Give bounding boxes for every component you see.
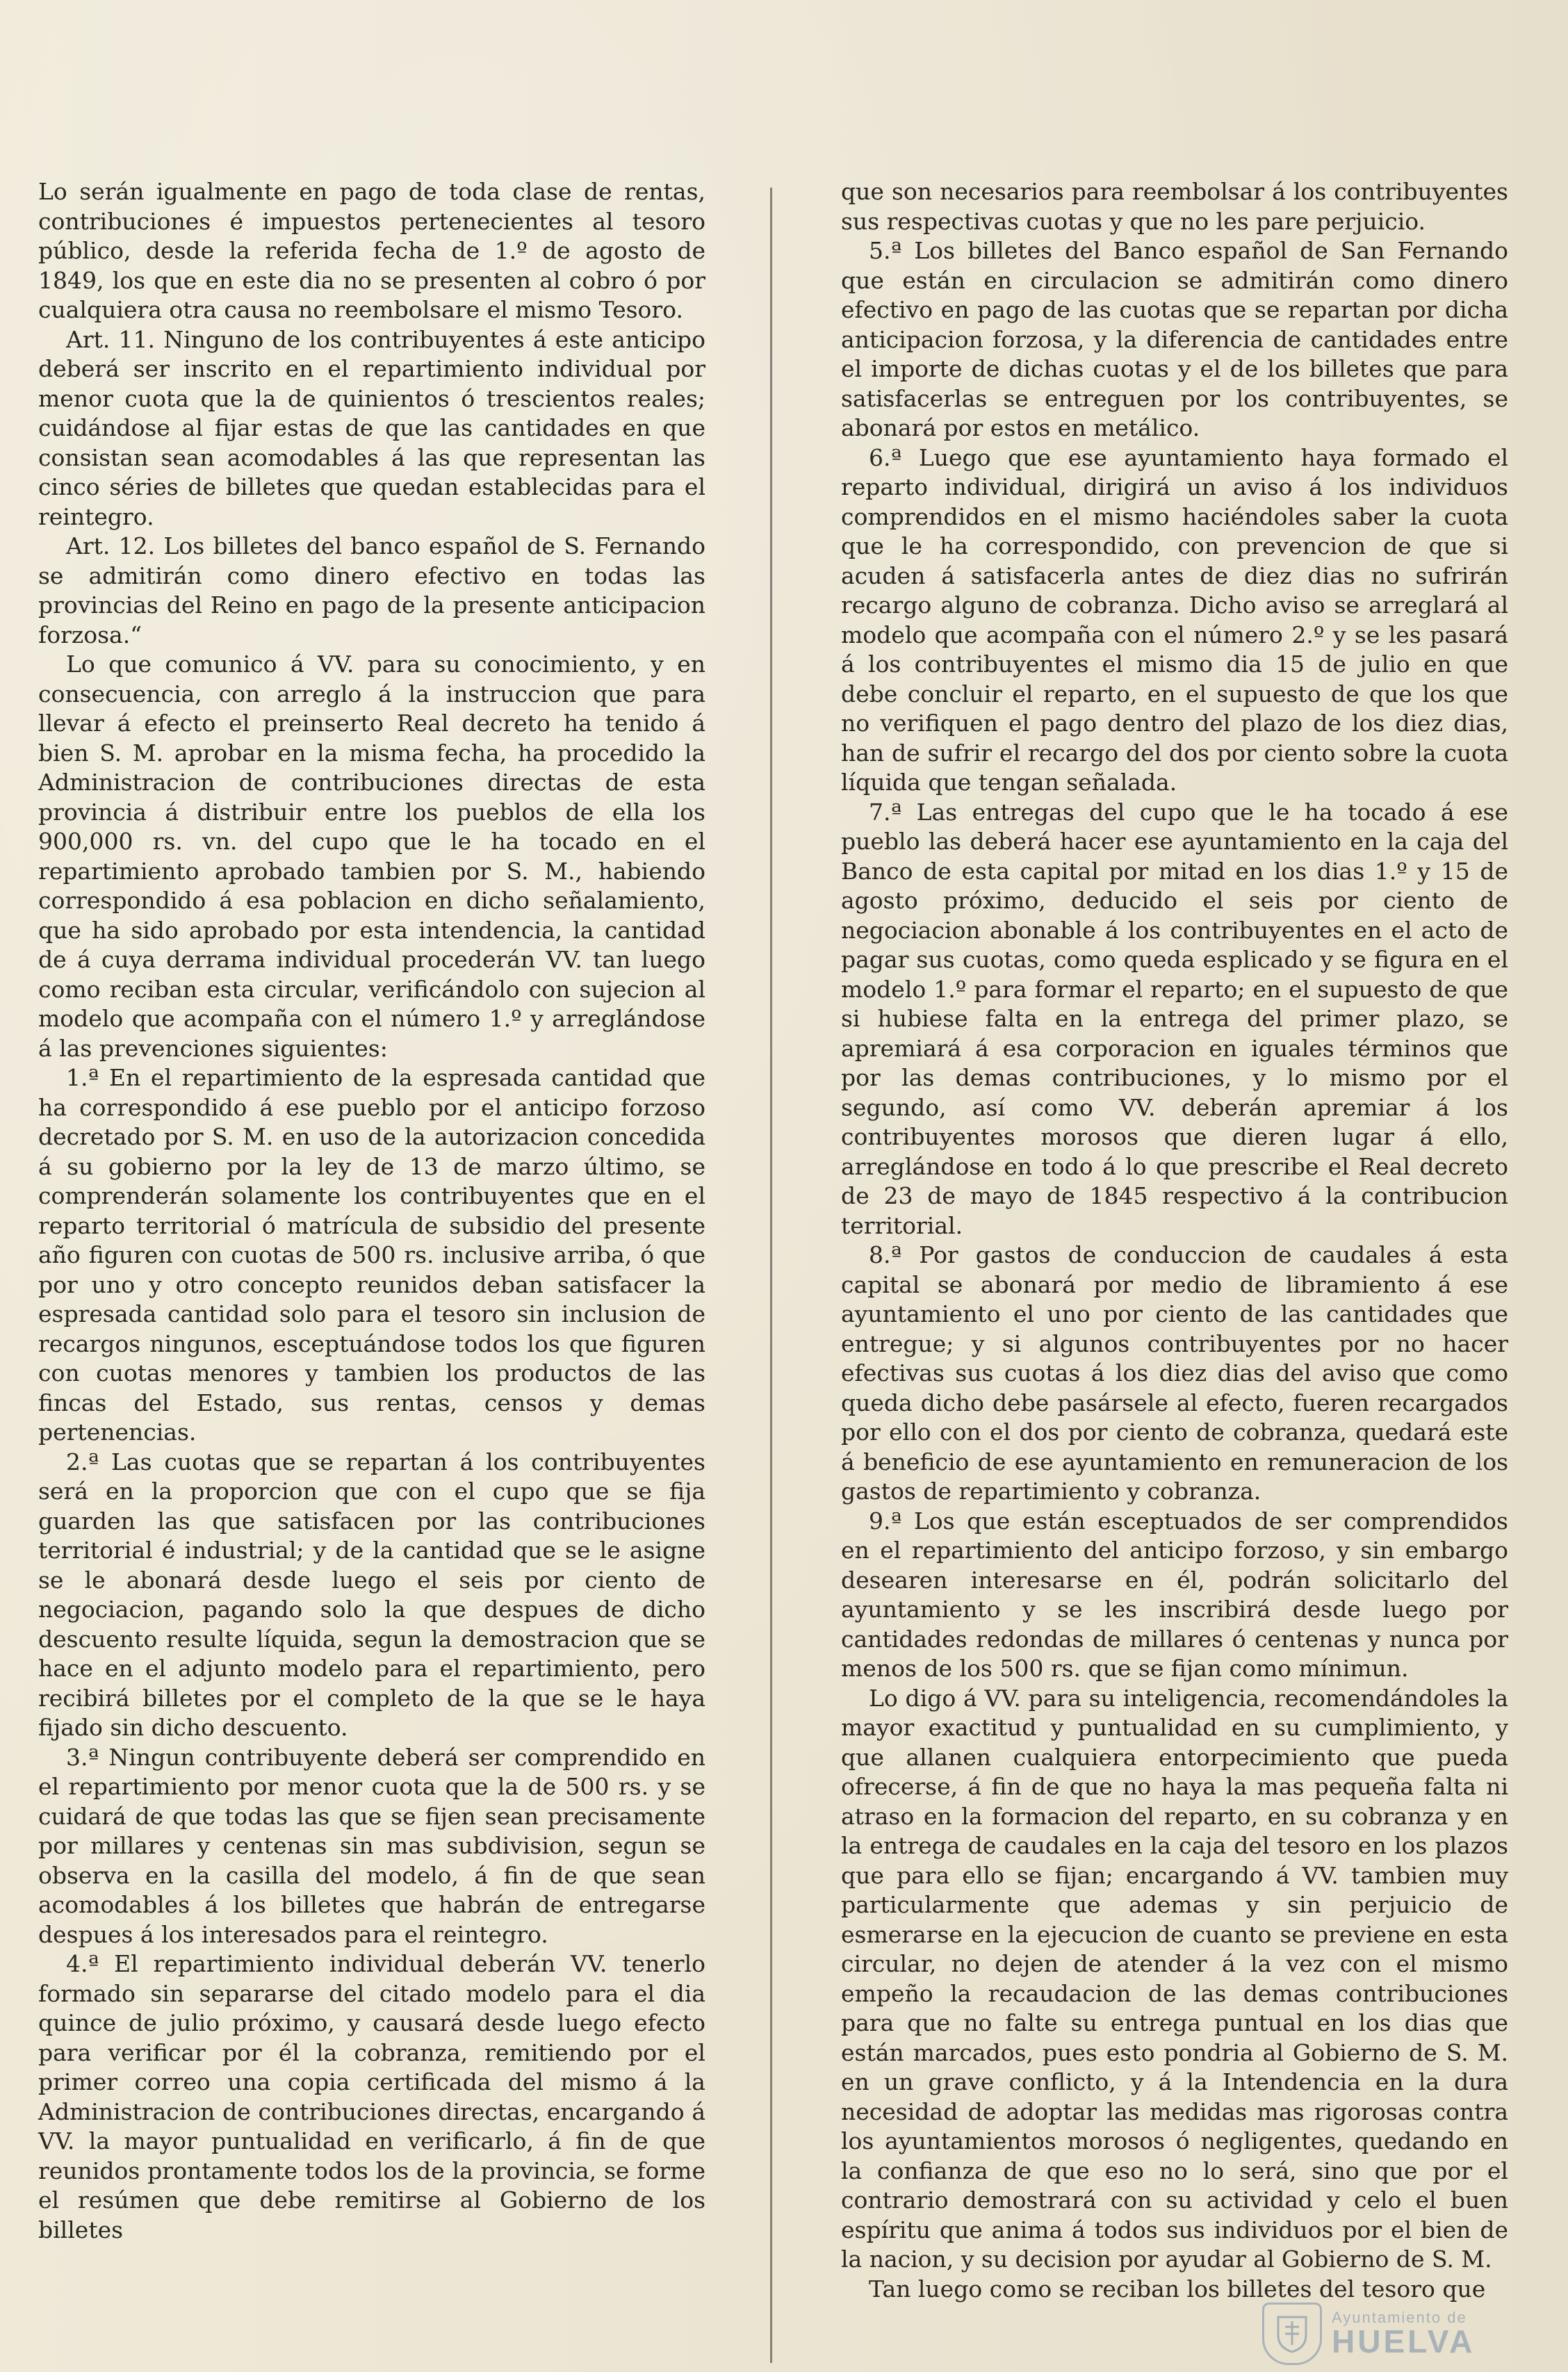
paragraph-item-9: 9.ª Los que están esceptuados de ser comprendidos en el repartimiento del anticipo forzoso, y sin embargo desearen interesarse en él, podrán solicitarlo del ayuntamiento y se les inscribirá desde luego por cantidades redondas de millares ó centenas y nunca por menos de los 500 rs. que se fijan como mínimun. <box>841 1507 1508 1682</box>
paragraph: Lo serán igualmente en pago de toda clase de rentas, contribuciones é impuestos pertenecientes al tesoro público, desde la referida fecha de 1.º de agosto de 1849, los que en este dia no se presenten al cobro ó por cualquiera otra causa no reembolsare el mismo Tesoro. <box>38 178 705 323</box>
watermark-line1: Ayuntamiento de <box>1332 2309 1467 2326</box>
coat-of-arms-icon <box>1262 2303 1322 2365</box>
paragraph: que son necesarios para reembolsar á los contribuyentes sus respectivas cuotas y que no les pare perjuicio. <box>841 178 1508 235</box>
paragraph-art-12: Art. 12. Los billetes del banco español de S. Fernando se admitirán como dinero efectivo en todas las provincias del Reino en pago de la presente anticipacion forzosa.“ <box>38 532 705 648</box>
paragraph-item-2: 2.ª Las cuotas que se repartan á los contribuyentes será en la proporcion que con el cupo que se fija guarden las que satisfacen por las contribuciones territorial é industrial; y de la cantidad que se le asigne se le abonará desde luego el seis por ciento de negociacion, pagando solo la que despues de dicho descuento resulte líquida, segun la demostracion que se hace en el adjunto modelo para el repartimiento, pero recibirá billetes por el completo de la que se le haya fijado sin dicho descuento. <box>38 1448 705 1741</box>
paragraph: Tan luego como se reciban los billetes del tesoro que <box>869 2275 1486 2303</box>
watermark-line2: HUELVA <box>1332 2323 1476 2359</box>
paragraph: Lo digo á VV. para su inteligencia, recomendándoles la mayor exactitud y puntualidad en su cumplimiento, y que allanen cualquiera entorpecimiento que pueda ofrecerse, á fin de que no haya la mas pequeña falta ni atraso en la formacion del reparto, en su cobranza y en la entrega de caudales en la caja del tesoro en los plazos que para ello se fijan; encargando á VV. tambien muy particularmente que ademas y sin perjuicio de esmerarse en la ejecucion de cuanto se previene en esta circular, no dejen de atender á la vez con el mismo empeño la recaudacion de las demas contribuciones para que no falte su entrega puntual en los dias que están marcados, pues esto pondria al Gobierno de S. M. en un grave conflicto, y á la Intendencia en la dura necesidad de adoptar las medidas mas rigorosas contra los ayuntamientos morosos ó negligentes, quedando en la confianza de que eso no lo será, sino que por el contrario demostrará con su actividad y celo el buen espíritu que anima á todos sus individuos por el bien de la nacion, y su decision por ayudar al Gobierno de S. M. <box>841 1684 1508 2273</box>
paragraph-art-11: Art. 11. Ninguno de los contribuyentes á este anticipo deberá ser inscrito en el repartimiento individual por menor cuota que la de quinientos ó trescientos reales; cuidándose al fijar estas de que las cantidades en que consistan sean acomodables á las que representan las cinco séries de billetes que quedan establecidas para el reintegro. <box>38 325 705 530</box>
paragraph-item-3: 3.ª Ningun contribuyente deberá ser comprendido en el repartimiento por menor cuota que la de 500 rs. y se cuidará de que todas las que se fijen sean precisamente por millares y centenas sin mas subdivision, segun se observa en la casilla del modelo, á fin de que sean acomodables á los billetes que habrán de entregarse despues á los interesados para el reintegro. <box>38 1743 705 1948</box>
column-divider <box>770 188 772 2363</box>
paragraph-item-7: 7.ª Las entregas del cupo que le ha tocado á ese pueblo las deberá hacer ese ayuntamiento en la caja del Banco de esta capital por mitad en los dias 1.º y 15 de agosto próximo, deducido el seis por ciento de negociacion abonable á los contribuyentes en el acto de pagar sus cuotas, como queda esplicado y se figura en el modelo 1.º para formar el reparto; en el supuesto de que si hubiese falta en la entrega del primer plazo, se apremiará á esa corporacion en iguales términos que por las demas contribuciones, y lo mismo por el segundo, así como VV. deberán apremiar á los contribuyentes morosos que dieren lugar á ello, arreglándose en todo á lo que prescribe el Real decreto de 23 de mayo de 1845 respectivo á la contribucion territorial. <box>841 798 1508 1239</box>
paragraph-item-5: 5.ª Los billetes del Banco español de San Fernando que están en circulacion se admitirán como dinero efectivo en pago de las cuotas que se repartan por dicha anticipacion forzosa, y la diferencia de cantidades entre el importe de dichas cuotas y el de los billetes que para satisfacerlas se entreguen por los contribuyentes, se abonará por estos en metálico. <box>841 237 1508 441</box>
paragraph: Lo que comunico á VV. para su conocimiento, y en consecuencia, con arreglo á la instruccion que para llevar á efecto el preinserto Real decreto ha tenido á bien S. M. aprobar en la misma fecha, ha procedido la Administracion de contribuciones directas de esta provincia á distribuir entre los pueblos de ella los 900,000 rs. vn. del cupo que le ha tocado en el repartimiento aprobado tambien por S. M., habiendo correspondido á esa poblacion en dicho señalamiento, que ha sido aprobado por esta intendencia, la cantidad de á cuya derrama individual procederán VV. tan luego como reciban esta circular, verificándolo con sujecion al modelo que acompaña con el número 1.º y arreglándose á las prevenciones siguientes: <box>38 651 705 1062</box>
paragraph-item-8: 8.ª Por gastos de conduccion de caudales á esta capital se abonará por medio de libramiento á ese ayuntamiento el uno por ciento de las cantidades que entregue; y si algunos contribuyentes por no hacer efectivas sus cuotas á los diez dias del aviso que como queda dicho debe pasársele al efecto, fueren recargados por ello con el dos por ciento de cobranza, quedará este á beneficio de ese ayuntamiento en remuneracion de los gastos de repartimiento y cobranza. <box>841 1241 1508 1505</box>
right-column <box>841 177 1508 2304</box>
paragraph-item-4: 4.ª El repartimiento individual deberán VV. tenerlo formado sin separarse del citado modelo para el dia quince de julio próximo, y causará desde luego efecto para verificar por él la cobranza, remitiendo por el primer correo una copia certificada del mismo á la Administracion de contribuciones directas, encargando á VV. la mayor puntualidad en verificarlo, á fin de que reunidos prontamente todos los de la provincia, se forme el resúmen que debe remitirse al Gobierno de los billetes <box>38 1950 705 2243</box>
watermark <box>1262 2303 1554 2365</box>
paragraph-item-6: 6.ª Luego que ese ayuntamiento haya formado el reparto individual, dirigirá un aviso á los individuos comprendidos en el mismo haciéndoles saber la cuota que le ha correspondido, con prevencion de que si acuden á satisfacerla antes de diez dias no sufrirán recargo alguno de cobranza. Dicho aviso se arreglará al modelo que acompaña con el número 2.º y se les pasará á los contribuyentes el mismo dia 15 de julio en que debe concluir el reparto, en el supuesto de que los que no verifiquen el pago dentro del plazo de los diez dias, han de sufrir el recargo del dos por ciento sobre la cuota líquida que tengan señalada. <box>841 443 1508 796</box>
paragraph-item-1: 1.ª En el repartimiento de la espresada cantidad que ha correspondido á ese pueblo por el anticipo forzoso decretado por S. M. en uso de la autorizacion concedida á su gobierno por la ley de 13 de marzo último, se comprenderán solamente los contribuyentes que en el reparto territorial ó matrícula de subsidio del presente año figuren con cuotas de 500 rs. inclusive arriba, ó que por uno y otro concepto reunidos deban satisfacer la espresada cantidad solo para el tesoro sin inclusion de recargos ningunos, esceptuándose todos los que figuren con cuotas menores y tambien los productos de las fincas del Estado, sus rentas, censos y demas pertenencias. <box>38 1064 705 1446</box>
left-column <box>38 177 705 2245</box>
